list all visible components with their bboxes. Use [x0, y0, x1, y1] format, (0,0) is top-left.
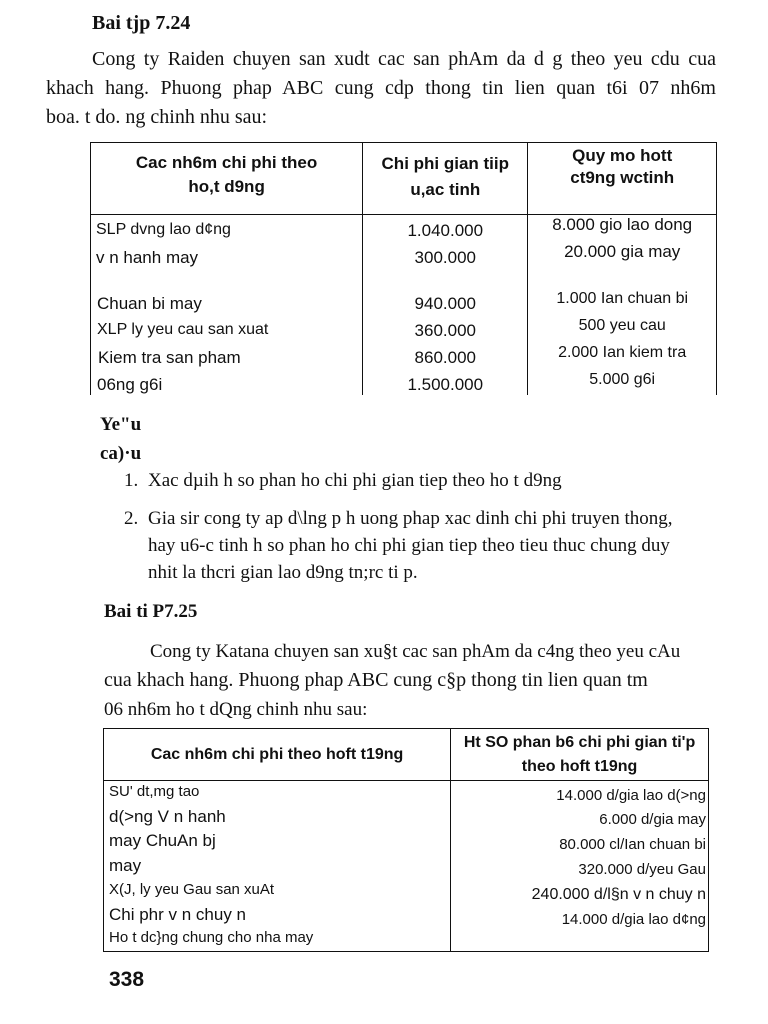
table-cell: 360.000: [414, 321, 476, 340]
intro-line: 06 nh6m ho t dQng chinh nhu sau:: [104, 699, 368, 720]
table-cell: may ChuAn bj: [109, 831, 216, 850]
table-cell: 300.000: [414, 248, 476, 267]
table-header-cell: Ht SO phan b6 chi phi gian ti'p theo hoft t19ng: [451, 729, 709, 781]
table-cell: 14.000 d/gia lao d(>ng: [556, 787, 706, 804]
exercise-title: Bai tjp 7.24: [92, 12, 191, 34]
intro-line: boa. t do. ng chinh nhu sau:: [46, 106, 268, 128]
allocation-rate-table: [103, 728, 709, 952]
table-cell: 80.000 cl/Ian chuan bi: [559, 836, 706, 853]
volume-column: [528, 215, 717, 396]
question-item: 1. Xac dµih h so phan ho chi phi gian tiep theo ho t d9ng: [124, 470, 562, 491]
table-cell: 320.000 d/yeu Gau: [578, 861, 706, 878]
exercise-title: Bai ti P7.25: [104, 601, 198, 622]
activity-column: [91, 215, 363, 396]
table-cell: Chi phr v n chuy n: [109, 905, 247, 924]
table-cell: 1.000 Ian chuan bi: [556, 290, 689, 307]
table-cell: d(>ng V n hanh: [109, 807, 226, 826]
exercise-intro: [104, 637, 710, 724]
table-cell: 2.000 Ian kiem tra: [558, 344, 687, 361]
table-cell: 940.000: [414, 294, 476, 313]
page-number: 338: [109, 968, 145, 991]
table-cell: Chuan bi may: [97, 294, 202, 313]
table-cell: SU' dt,mg tao: [109, 783, 200, 800]
table-cell: SLP dvng lao d¢ng: [96, 221, 231, 238]
table-cell: Kiem tra san pham: [98, 348, 241, 367]
table-cell: 860.000: [414, 348, 476, 367]
activity-column: [104, 781, 451, 952]
table-cell: 14.000 d/gia lao d¢ng: [561, 911, 706, 928]
table-header-cell: Quy mo hott ct9ng wctinh: [528, 143, 717, 215]
table-cell: 1.040.000: [407, 221, 484, 240]
table-cell: 1.500.000: [407, 375, 484, 394]
question-item: 2. Gia sir cong ty ap d\lng p h uong phap xac dinh chi phi truyen thong, hay u6-c tinh h so phan ho chi phi gian tiep theo tieu thuc chung duy nhit la thcri gian lao d9ng tn;rc ti p.: [124, 508, 673, 583]
table-cell: 6.000 d/gia may: [599, 811, 706, 828]
question-list: [124, 470, 734, 598]
intro-line: khach hang. Phuong phap ABC cung cdp thong tin lien quan t6i 07 nh6m: [46, 77, 716, 99]
table-cell: 8.000 gio lao dong: [552, 215, 693, 234]
table-cell: 20.000 gia may: [564, 242, 681, 261]
table-cell: XLP ly yeu cau san xuat: [97, 321, 269, 338]
table-cell: X(J, ly yeu Gau san xuAt: [109, 881, 275, 898]
intro-line: cua khach hang. Phuong phap ABC cung c§p thong tin lien quan tm: [104, 669, 648, 691]
table-header-cell: Chi phi gian tiip u,ac tinh: [363, 143, 528, 215]
table-cell: may: [109, 856, 142, 875]
exercise-intro: [46, 45, 716, 132]
table-cell: 5.000 g6i: [589, 371, 656, 388]
table-cell: 06ng g6i: [97, 375, 163, 394]
activity-cost-table: [90, 142, 717, 395]
cost-column: [363, 215, 528, 396]
table-cell: 500 yeu cau: [578, 317, 666, 334]
table-header-cell: Cac nh6m chi phi theo ho,t d9ng: [91, 143, 363, 215]
intro-line: Cong ty Katana chuyen san xu§t cac san phAm da c4ng theo yeu cAu: [150, 641, 681, 662]
requirement-label: Ye"u ca)·u: [100, 414, 142, 464]
table-header-cell: Cac nh6m chi phi theo hoft t19ng: [104, 729, 451, 781]
table-cell: Ho t dc}ng chung cho nha may: [109, 929, 314, 946]
intro-line: Cong ty Raiden chuyen san xudt cac san phAm da d g theo yeu cdu cua: [92, 48, 716, 70]
table-cell: 240.000 d/l§n v n chuy n: [531, 886, 706, 903]
rate-column: [451, 781, 709, 952]
table-cell: v n hanh may: [96, 248, 199, 267]
